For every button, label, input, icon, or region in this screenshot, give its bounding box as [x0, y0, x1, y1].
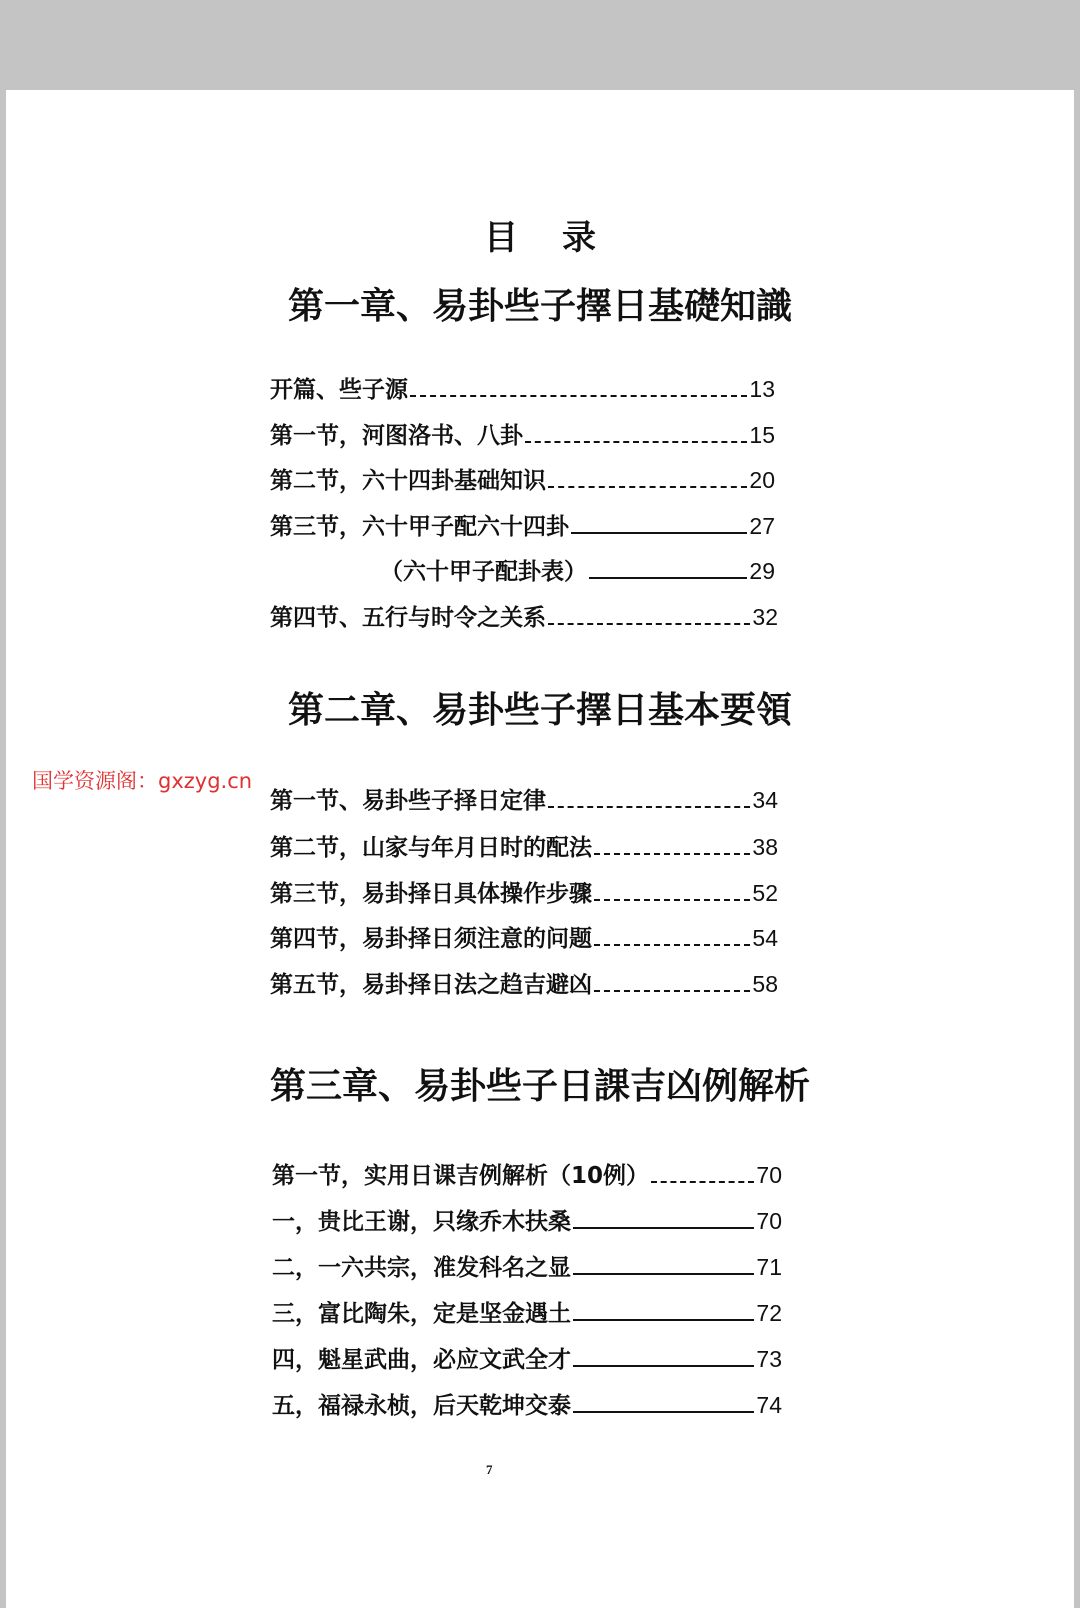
dot-leader: [594, 944, 750, 946]
toc-entry-page: 73: [756, 1346, 782, 1372]
dot-leader: [573, 1273, 754, 1275]
dot-leader: [548, 486, 747, 488]
dot-leader: [525, 441, 747, 443]
toc-entry-label: 第三节，易卦择日具体操作步骤: [270, 881, 592, 907]
toc-entry-label: 第一节，河图洛书、八卦: [270, 423, 523, 449]
toc-entry-page: 29: [749, 558, 775, 584]
toc-entry-page: 34: [752, 787, 778, 813]
toc-entry-label: 第四节、五行与时令之关系: [270, 605, 546, 631]
toc-entry-label: 五，福禄永桢，后天乾坤交泰: [272, 1392, 571, 1419]
toc-entry-page: 70: [756, 1162, 782, 1188]
dot-leader: [410, 395, 747, 397]
dot-leader: [548, 623, 750, 625]
toc-entry-label: 第一节、易卦些子择日定律: [270, 788, 546, 814]
toc-entry-page: 70: [756, 1208, 782, 1234]
toc-entry-page: 20: [749, 467, 775, 493]
toc-entry: [270, 511, 775, 542]
toc-entry: [380, 556, 775, 587]
toc-entry-page: 32: [752, 604, 778, 630]
toc-entry-page: 38: [752, 834, 778, 860]
toc-entry-label: 三，富比陶朱，定是坚金遇土: [272, 1300, 571, 1327]
dot-leader: [571, 532, 747, 534]
toc-entry-page: 58: [752, 971, 778, 997]
dot-leader: [594, 990, 750, 992]
toc-entry-page: 71: [756, 1254, 782, 1280]
dot-leader: [651, 1181, 754, 1183]
toc-entry: [272, 1344, 782, 1375]
dot-leader: [589, 577, 747, 579]
toc-entry: [270, 785, 778, 816]
dot-leader: [573, 1365, 754, 1367]
page-number: 7: [486, 1462, 493, 1477]
toc-entry-page: 15: [749, 422, 775, 448]
toc-entry-label: 第三节，六十甲子配六十四卦: [270, 514, 569, 540]
toc-entry: [270, 923, 778, 954]
toc-entry: [270, 465, 775, 496]
dot-leader: [548, 806, 750, 808]
toc-entry: [272, 1298, 782, 1329]
toc-entry: [272, 1160, 782, 1191]
chapter-3-title: 第三章、易卦些子日課吉凶例解析: [269, 1066, 810, 1107]
toc-entry-page: 52: [752, 880, 778, 906]
chapter-1-title: 第一章、易卦些子擇日基礎知識: [287, 286, 792, 327]
toc-entry-page: 27: [749, 513, 775, 539]
dot-leader: [594, 899, 750, 901]
dot-leader: [594, 853, 750, 855]
toc-entry-page: 13: [749, 376, 775, 402]
chapter-2-title: 第二章、易卦些子擇日基本要領: [287, 690, 792, 731]
toc-entry-label: 一，贵比王谢，只缘乔木扶桑: [272, 1208, 571, 1235]
toc-entry: [272, 1252, 782, 1283]
toc-entry-label: 第一节，实用日课吉例解析（10例）: [272, 1163, 650, 1189]
toc-entry-label: 开篇、些子源: [270, 377, 408, 403]
toc-entry: [270, 602, 778, 633]
toc-entry: [270, 969, 778, 1000]
toc-entry-label: 第五节，易卦择日法之趋吉避凶: [270, 972, 592, 998]
toc-entry: [272, 1390, 782, 1421]
toc-entry: [270, 374, 775, 405]
toc-entry-label: 第四节，易卦择日须注意的问题: [270, 926, 592, 952]
toc-entry-page: 72: [756, 1300, 782, 1326]
toc-entry-label: （六十甲子配卦表）: [380, 559, 587, 585]
toc-entry-label: 四，魁星武曲，必应文武全才: [272, 1346, 571, 1373]
toc-entry: [270, 878, 778, 909]
toc-entry: [270, 832, 778, 863]
toc-entry-label: 二，一六共宗，准发科名之显: [272, 1254, 571, 1281]
watermark-text: 国学资源阁：gxzyg.cn: [32, 769, 253, 793]
toc-entry-label: 第二节，六十四卦基础知识: [270, 468, 546, 494]
toc-entry: [270, 420, 775, 451]
dot-leader: [573, 1319, 754, 1321]
dot-leader: [573, 1411, 754, 1413]
dot-leader: [573, 1227, 754, 1229]
toc-entry-page: 74: [756, 1392, 782, 1418]
toc-title: 目录: [484, 218, 640, 258]
toc-entry: [272, 1206, 782, 1237]
toc-entry-label: 第二节，山家与年月日时的配法: [270, 835, 592, 861]
toc-entry-page: 54: [752, 925, 778, 951]
